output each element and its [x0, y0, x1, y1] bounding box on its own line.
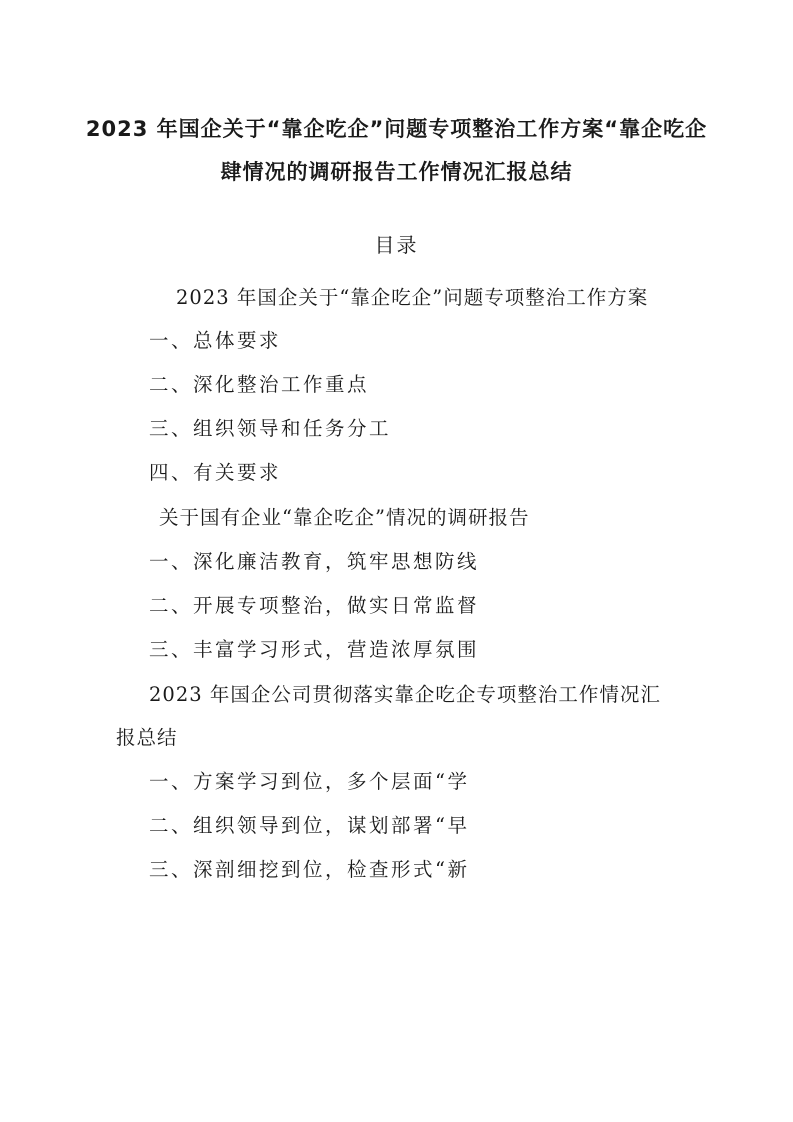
toc-section-2-item-2: 二、开展专项整治，做实日常监督 [149, 594, 480, 617]
toc-section-3-item-3: 三、深剖细挖到位，检查形式“新 [149, 858, 470, 881]
toc-section-3-title-line-1: 2023 年国企公司贯彻落实靠企吃企专项整治工作情况汇 [149, 683, 661, 706]
toc-section-1-item-2: 二、深化整治工作重点 [149, 373, 370, 396]
toc-section-1-item-4: 四、有关要求 [149, 461, 282, 484]
toc-heading: 目录 [374, 233, 419, 257]
toc-section-2-item-1: 一、深化廉洁教育，筑牢思想防线 [149, 550, 480, 573]
document-title-line-1: 2023 年国企关于“靠企吃企”问题专项整治工作方案“靠企吃企 [85, 117, 708, 141]
document-title-line-2: 肆情况的调研报告工作情况汇报总结 [220, 160, 573, 184]
toc-section-1-title: 2023 年国企关于“靠企吃企”问题专项整治工作方案 [176, 286, 649, 309]
toc-section-2-title: 关于国有企业“靠企吃企”情况的调研报告 [159, 506, 530, 529]
toc-section-3-title-line-2: 报总结 [116, 726, 178, 749]
toc-section-1-item-1: 一、总体要求 [149, 329, 282, 352]
toc-section-1-item-3: 三、组织领导和任务分工 [149, 417, 392, 440]
toc-section-2-item-3: 三、丰富学习形式，营造浓厚氛围 [149, 638, 480, 661]
toc-section-3-item-2: 二、组织领导到位，谋划部署“早 [149, 814, 470, 837]
toc-section-3-item-1: 一、方案学习到位，多个层面“学 [149, 770, 470, 793]
